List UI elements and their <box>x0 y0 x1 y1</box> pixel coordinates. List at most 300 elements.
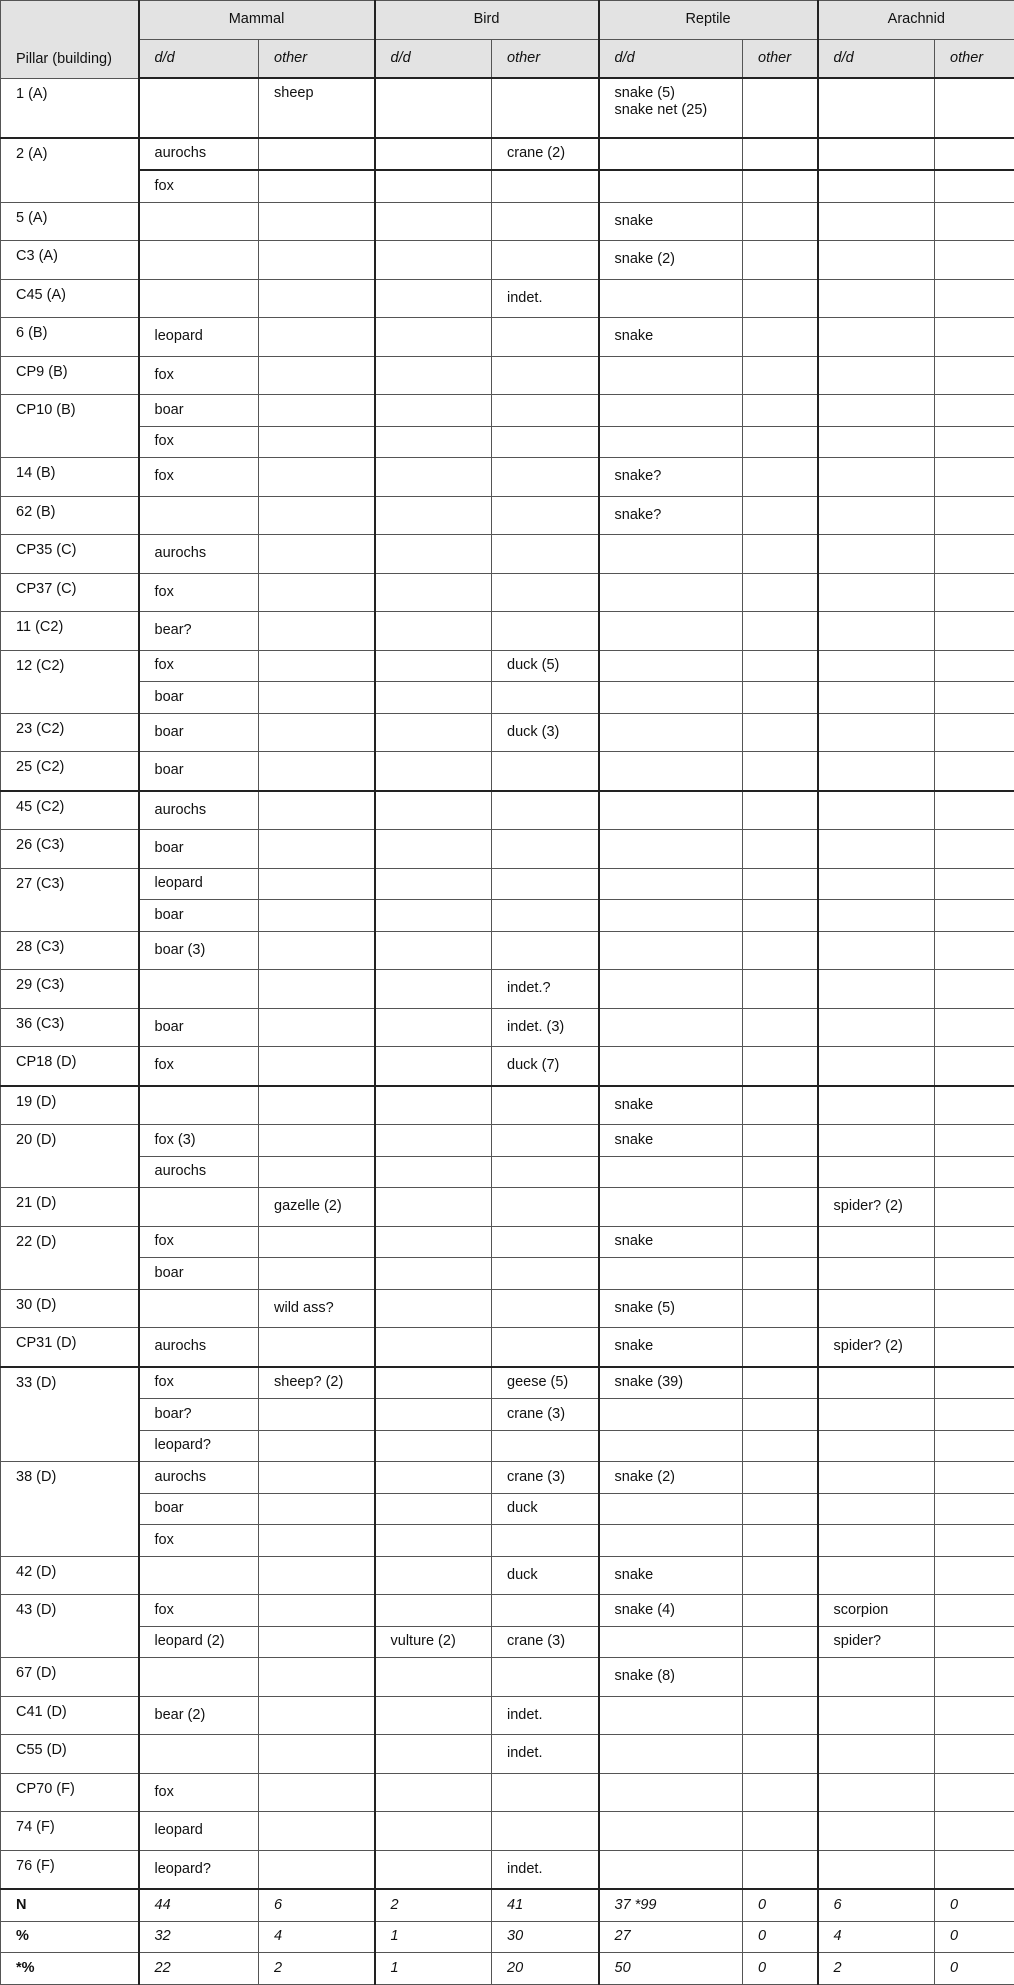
cell-arachnid-other <box>935 682 1014 714</box>
cell-bird-other <box>492 356 599 395</box>
cell-mammal-other <box>259 900 375 932</box>
cell-mammal-other <box>259 241 375 280</box>
cell-mammal-dd: fox <box>139 1773 259 1812</box>
pillar-cell: C45 (A) <box>1 279 139 318</box>
cell-mammal-other <box>259 1399 375 1431</box>
table-row <box>1 1430 1014 1462</box>
cell-mammal-other <box>259 138 375 171</box>
cell-reptile-other <box>743 356 818 395</box>
cell-mammal-other: sheep? (2) <box>259 1367 375 1399</box>
pillar-cell: 19 (D) <box>1 1086 139 1125</box>
table-row <box>1 1047 1014 1086</box>
cell-mammal-dd: boar <box>139 900 259 932</box>
cell-mammal-dd: leopard (2) <box>139 1626 259 1658</box>
cell-mammal-other <box>259 752 375 791</box>
cell-bird-dd <box>375 1735 492 1774</box>
cell-arachnid-other <box>935 202 1014 241</box>
cell-reptile-other <box>743 1595 818 1627</box>
cell-arachnid-dd: spider? (2) <box>818 1328 935 1367</box>
table-row <box>1 1367 1014 1399</box>
cell-arachnid-other <box>935 830 1014 869</box>
cell-bird-other <box>492 868 599 900</box>
stats-label: N <box>1 1889 139 1921</box>
pillar-cell: 12 (C2) <box>1 650 139 713</box>
cell-reptile-other <box>743 931 818 970</box>
stats-value: 0 <box>935 1889 1014 1921</box>
pillar-cell: 29 (C3) <box>1 970 139 1009</box>
cell-arachnid-dd <box>818 791 935 830</box>
cell-bird-dd <box>375 791 492 830</box>
cell-bird-other <box>492 612 599 651</box>
cell-arachnid-dd <box>818 1556 935 1595</box>
pillar-cell: 21 (D) <box>1 1188 139 1227</box>
cell-arachnid-other <box>935 318 1014 357</box>
cell-bird-other <box>492 573 599 612</box>
cell-mammal-other <box>259 713 375 752</box>
cell-bird-other <box>492 535 599 574</box>
subheader-arachnid-other: other <box>935 40 1014 79</box>
cell-arachnid-dd <box>818 1258 935 1290</box>
cell-bird-dd <box>375 650 492 682</box>
cell-reptile-other <box>743 458 818 497</box>
cell-bird-dd <box>375 1008 492 1047</box>
cell-bird-dd <box>375 170 492 202</box>
cell-reptile-dd <box>599 713 743 752</box>
cell-bird-other <box>492 682 599 714</box>
cell-reptile-other <box>743 1812 818 1851</box>
stats-row <box>1 1953 1014 1985</box>
cell-mammal-dd: boar <box>139 395 259 427</box>
cell-bird-other <box>492 426 599 458</box>
cell-reptile-other <box>743 612 818 651</box>
stats-value: 2 <box>375 1889 492 1921</box>
pillar-cell: 26 (C3) <box>1 830 139 869</box>
cell-bird-other <box>492 791 599 830</box>
cell-bird-dd <box>375 1430 492 1462</box>
subheader-bird-other: other <box>492 40 599 79</box>
cell-reptile-dd <box>599 791 743 830</box>
stats-value: 2 <box>259 1953 375 1985</box>
cell-mammal-other <box>259 496 375 535</box>
cell-arachnid-dd <box>818 1125 935 1157</box>
cell-arachnid-other <box>935 356 1014 395</box>
table-row <box>1 1086 1014 1125</box>
table-row <box>1 713 1014 752</box>
cell-arachnid-other <box>935 496 1014 535</box>
cell-arachnid-dd <box>818 170 935 202</box>
table-row <box>1 1188 1014 1227</box>
cell-reptile-dd <box>599 830 743 869</box>
cell-mammal-dd: boar <box>139 1258 259 1290</box>
table-row <box>1 650 1014 682</box>
table-row <box>1 573 1014 612</box>
cell-arachnid-other <box>935 1556 1014 1595</box>
cell-reptile-other <box>743 900 818 932</box>
cell-bird-other <box>492 1226 599 1258</box>
cell-arachnid-dd <box>818 970 935 1009</box>
cell-bird-other: duck (7) <box>492 1047 599 1086</box>
stats-value: 0 <box>743 1921 818 1953</box>
cell-bird-dd <box>375 78 492 138</box>
stats-label: % <box>1 1921 139 1953</box>
cell-arachnid-dd <box>818 1773 935 1812</box>
cell-reptile-dd <box>599 573 743 612</box>
cell-arachnid-dd <box>818 1696 935 1735</box>
table-row <box>1 970 1014 1009</box>
cell-bird-other <box>492 170 599 202</box>
cell-mammal-other: sheep <box>259 78 375 138</box>
cell-reptile-dd <box>599 682 743 714</box>
table-row <box>1 1493 1014 1525</box>
cell-bird-other <box>492 1773 599 1812</box>
cell-reptile-dd: snake (8) <box>599 1658 743 1697</box>
cell-bird-dd <box>375 1850 492 1889</box>
cell-reptile-dd <box>599 900 743 932</box>
cell-mammal-dd <box>139 202 259 241</box>
cell-mammal-other <box>259 1462 375 1494</box>
cell-bird-dd <box>375 1086 492 1125</box>
table-row <box>1 931 1014 970</box>
cell-reptile-dd: snake (4) <box>599 1595 743 1627</box>
pillar-cell: 5 (A) <box>1 202 139 241</box>
pillar-cell: CP35 (C) <box>1 535 139 574</box>
cell-bird-other <box>492 1188 599 1227</box>
cell-mammal-other <box>259 1226 375 1258</box>
cell-arachnid-other <box>935 1595 1014 1627</box>
cell-arachnid-other <box>935 1367 1014 1399</box>
cell-reptile-other <box>743 1226 818 1258</box>
cell-mammal-other <box>259 356 375 395</box>
cell-reptile-dd: snake <box>599 202 743 241</box>
cell-bird-other <box>492 830 599 869</box>
table-row <box>1 1525 1014 1557</box>
cell-arachnid-dd <box>818 1658 935 1697</box>
cell-arachnid-other <box>935 1047 1014 1086</box>
cell-arachnid-dd <box>818 752 935 791</box>
cell-bird-dd <box>375 1696 492 1735</box>
subheader-mammal-other: other <box>259 40 375 79</box>
cell-mammal-other <box>259 1735 375 1774</box>
cell-reptile-dd <box>599 395 743 427</box>
cell-reptile-other <box>743 573 818 612</box>
cell-reptile-dd <box>599 1773 743 1812</box>
cell-mammal-dd: fox <box>139 573 259 612</box>
stats-value: 1 <box>375 1921 492 1953</box>
cell-bird-other: crane (2) <box>492 138 599 171</box>
cell-reptile-other <box>743 1735 818 1774</box>
cell-reptile-dd: snake <box>599 1556 743 1595</box>
cell-bird-dd <box>375 612 492 651</box>
cell-mammal-other <box>259 535 375 574</box>
cell-arachnid-dd <box>818 1735 935 1774</box>
cell-reptile-dd: snake <box>599 1086 743 1125</box>
stats-value: 0 <box>935 1921 1014 1953</box>
table-row <box>1 1812 1014 1851</box>
table-row <box>1 1258 1014 1290</box>
cell-reptile-dd <box>599 1850 743 1889</box>
cell-mammal-dd: aurochs <box>139 1328 259 1367</box>
cell-bird-other <box>492 202 599 241</box>
stats-label: *% <box>1 1953 139 1985</box>
cell-arachnid-other <box>935 931 1014 970</box>
cell-reptile-dd: snake (5) <box>599 1289 743 1328</box>
stats-value: 50 <box>599 1953 743 1985</box>
cell-bird-dd <box>375 713 492 752</box>
cell-bird-other <box>492 1595 599 1627</box>
cell-arachnid-other <box>935 1125 1014 1157</box>
table-row <box>1 1773 1014 1812</box>
cell-mammal-dd: boar <box>139 752 259 791</box>
table-row <box>1 241 1014 280</box>
cell-reptile-other <box>743 1658 818 1697</box>
subheader-mammal-dd: d/d <box>139 40 259 79</box>
table-row <box>1 279 1014 318</box>
cell-bird-other: geese (5) <box>492 1367 599 1399</box>
pillar-cell: 28 (C3) <box>1 931 139 970</box>
table-row <box>1 202 1014 241</box>
cell-arachnid-dd <box>818 1226 935 1258</box>
cell-arachnid-other <box>935 1462 1014 1494</box>
cell-bird-dd <box>375 1289 492 1328</box>
pillar-cell: 14 (B) <box>1 458 139 497</box>
cell-bird-other: duck (3) <box>492 713 599 752</box>
cell-arachnid-other <box>935 1696 1014 1735</box>
stats-row <box>1 1889 1014 1921</box>
cell-arachnid-dd <box>818 1525 935 1557</box>
cell-bird-other <box>492 395 599 427</box>
stats-value: 22 <box>139 1953 259 1985</box>
cell-bird-dd <box>375 535 492 574</box>
cell-reptile-dd <box>599 1812 743 1851</box>
table-row <box>1 1008 1014 1047</box>
cell-arachnid-dd <box>818 426 935 458</box>
cell-mammal-dd: leopard? <box>139 1850 259 1889</box>
cell-arachnid-dd <box>818 356 935 395</box>
cell-mammal-dd <box>139 1086 259 1125</box>
table-row <box>1 1125 1014 1157</box>
group-header-bird: Bird <box>375 1 599 40</box>
cell-arachnid-other <box>935 791 1014 830</box>
pillar-cell: CP70 (F) <box>1 1773 139 1812</box>
cell-bird-dd <box>375 1125 492 1157</box>
stats-value: 6 <box>259 1889 375 1921</box>
cell-reptile-dd: snake? <box>599 458 743 497</box>
table-row <box>1 395 1014 427</box>
cell-bird-dd <box>375 458 492 497</box>
cell-reptile-other <box>743 78 818 138</box>
pillar-cell: 36 (C3) <box>1 1008 139 1047</box>
cell-arachnid-other <box>935 970 1014 1009</box>
cell-arachnid-dd <box>818 1047 935 1086</box>
pillar-cell: 74 (F) <box>1 1812 139 1851</box>
cell-reptile-dd <box>599 170 743 202</box>
cell-reptile-dd <box>599 356 743 395</box>
cell-arachnid-dd <box>818 202 935 241</box>
cell-mammal-dd: boar <box>139 830 259 869</box>
cell-reptile-dd <box>599 650 743 682</box>
cell-bird-dd <box>375 1658 492 1697</box>
cell-mammal-other <box>259 1812 375 1851</box>
cell-bird-dd <box>375 1258 492 1290</box>
cell-mammal-dd <box>139 1658 259 1697</box>
cell-mammal-other <box>259 1525 375 1557</box>
stats-value: 32 <box>139 1921 259 1953</box>
cell-bird-other <box>492 241 599 280</box>
cell-reptile-dd: snake (2) <box>599 1462 743 1494</box>
cell-arachnid-other <box>935 1773 1014 1812</box>
cell-arachnid-dd: spider? <box>818 1626 935 1658</box>
cell-mammal-dd: leopard <box>139 1812 259 1851</box>
cell-reptile-other <box>743 830 818 869</box>
group-header-mammal: Mammal <box>139 1 375 40</box>
pillar-cell: 33 (D) <box>1 1367 139 1462</box>
cell-reptile-other <box>743 1430 818 1462</box>
cell-arachnid-dd <box>818 78 935 138</box>
table-row <box>1 1850 1014 1889</box>
table-row <box>1 426 1014 458</box>
cell-bird-other: duck <box>492 1556 599 1595</box>
cell-reptile-other <box>743 1493 818 1525</box>
cell-reptile-dd: snake <box>599 1125 743 1157</box>
cell-bird-other: indet. (3) <box>492 1008 599 1047</box>
cell-mammal-other <box>259 1696 375 1735</box>
cell-arachnid-dd <box>818 535 935 574</box>
cell-arachnid-other <box>935 395 1014 427</box>
cell-arachnid-other <box>935 1493 1014 1525</box>
cell-mammal-dd: aurochs <box>139 138 259 171</box>
cell-mammal-dd: boar? <box>139 1399 259 1431</box>
stats-value: 2 <box>818 1953 935 1985</box>
pillar-cell: 76 (F) <box>1 1850 139 1889</box>
cell-mammal-dd <box>139 1289 259 1328</box>
cell-bird-dd <box>375 868 492 900</box>
cell-reptile-dd <box>599 138 743 171</box>
cell-mammal-other <box>259 931 375 970</box>
cell-reptile-other <box>743 426 818 458</box>
cell-arachnid-dd <box>818 279 935 318</box>
cell-bird-dd <box>375 318 492 357</box>
cell-bird-dd <box>375 496 492 535</box>
cell-arachnid-other <box>935 241 1014 280</box>
cell-bird-other: crane (3) <box>492 1462 599 1494</box>
cell-bird-dd <box>375 1525 492 1557</box>
cell-bird-dd <box>375 1556 492 1595</box>
table-row <box>1 868 1014 900</box>
pillar-cell: CP10 (B) <box>1 395 139 458</box>
cell-reptile-dd: snake <box>599 318 743 357</box>
cell-arachnid-other <box>935 1226 1014 1258</box>
cell-mammal-dd: boar <box>139 713 259 752</box>
cell-arachnid-other <box>935 1850 1014 1889</box>
cell-reptile-dd <box>599 426 743 458</box>
cell-reptile-other <box>743 138 818 171</box>
cell-bird-other: crane (3) <box>492 1399 599 1431</box>
pillar-cell: 45 (C2) <box>1 791 139 830</box>
cell-bird-dd <box>375 1188 492 1227</box>
cell-bird-other <box>492 318 599 357</box>
cell-arachnid-other <box>935 138 1014 171</box>
cell-mammal-other: wild ass? <box>259 1289 375 1328</box>
cell-arachnid-dd <box>818 682 935 714</box>
cell-mammal-dd: boar <box>139 682 259 714</box>
table-row <box>1 1595 1014 1627</box>
cell-arachnid-dd <box>818 138 935 171</box>
cell-arachnid-dd <box>818 612 935 651</box>
cell-bird-dd <box>375 1812 492 1851</box>
pillar-cell: 23 (C2) <box>1 713 139 752</box>
cell-arachnid-other <box>935 900 1014 932</box>
cell-bird-other: duck <box>492 1493 599 1525</box>
pillar-cell: 42 (D) <box>1 1556 139 1595</box>
cell-mammal-dd: aurochs <box>139 1462 259 1494</box>
pillar-cell: CP18 (D) <box>1 1047 139 1086</box>
pillar-cell: 38 (D) <box>1 1462 139 1557</box>
cell-arachnid-dd <box>818 830 935 869</box>
cell-mammal-other <box>259 1773 375 1812</box>
cell-arachnid-other <box>935 1658 1014 1697</box>
cell-mammal-other <box>259 682 375 714</box>
pillar-cell: CP31 (D) <box>1 1328 139 1367</box>
cell-mammal-dd: aurochs <box>139 535 259 574</box>
cell-bird-dd <box>375 1047 492 1086</box>
cell-mammal-dd <box>139 279 259 318</box>
cell-bird-other <box>492 752 599 791</box>
cell-bird-dd <box>375 1493 492 1525</box>
cell-mammal-other <box>259 1430 375 1462</box>
cell-reptile-other <box>743 1258 818 1290</box>
cell-reptile-dd: snake <box>599 1226 743 1258</box>
cell-reptile-other <box>743 170 818 202</box>
stats-row <box>1 1921 1014 1953</box>
cell-reptile-other <box>743 752 818 791</box>
table-row <box>1 78 1014 138</box>
cell-reptile-other <box>743 1399 818 1431</box>
cell-reptile-dd <box>599 612 743 651</box>
cell-reptile-dd <box>599 970 743 1009</box>
cell-mammal-dd <box>139 241 259 280</box>
cell-mammal-other <box>259 1850 375 1889</box>
pillar-cell: 2 (A) <box>1 138 139 203</box>
table-row <box>1 1156 1014 1188</box>
pillar-cell: 22 (D) <box>1 1226 139 1289</box>
cell-mammal-dd: fox <box>139 1367 259 1399</box>
cell-bird-other: indet. <box>492 279 599 318</box>
cell-reptile-dd <box>599 1696 743 1735</box>
table-row <box>1 1289 1014 1328</box>
cell-arachnid-other <box>935 1626 1014 1658</box>
cell-reptile-other <box>743 1328 818 1367</box>
table-row <box>1 1226 1014 1258</box>
pillar-cell: CP37 (C) <box>1 573 139 612</box>
cell-mammal-other <box>259 1556 375 1595</box>
pillar-cell: CP9 (B) <box>1 356 139 395</box>
cell-mammal-other <box>259 1328 375 1367</box>
pillar-cell: 27 (C3) <box>1 868 139 931</box>
cell-arachnid-other <box>935 279 1014 318</box>
cell-mammal-other <box>259 1658 375 1697</box>
stats-value: 0 <box>743 1889 818 1921</box>
cell-bird-dd <box>375 241 492 280</box>
cell-bird-dd <box>375 573 492 612</box>
cell-arachnid-other <box>935 535 1014 574</box>
table-row <box>1 356 1014 395</box>
cell-bird-other: duck (5) <box>492 650 599 682</box>
table-row <box>1 1556 1014 1595</box>
cell-arachnid-other <box>935 1258 1014 1290</box>
cell-mammal-dd: boar <box>139 1493 259 1525</box>
cell-mammal-dd: aurochs <box>139 791 259 830</box>
cell-bird-other <box>492 78 599 138</box>
